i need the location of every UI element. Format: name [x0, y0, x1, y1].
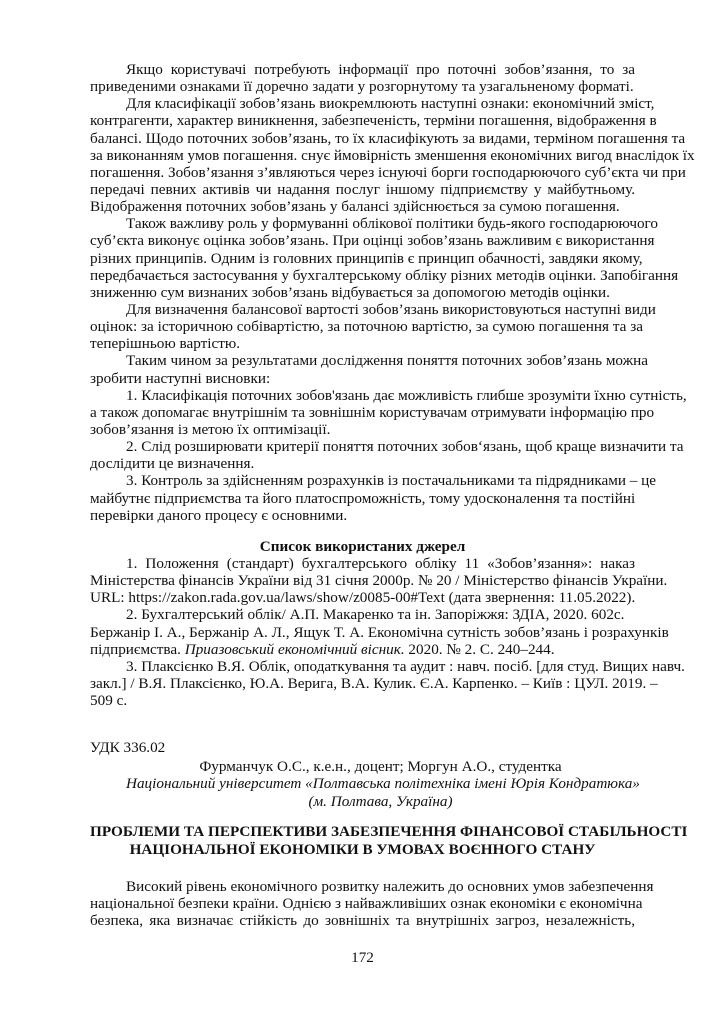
reference-text: 2020. № 2. С. 240–244. [404, 640, 555, 658]
paragraph-line: Для визначення балансової вартості зобов’язань використовуються наступні види [126, 300, 656, 318]
paragraph-line: Також важливу роль у формуванні облікової політики будь-якого господарюючого [126, 215, 659, 233]
paragraph [90, 438, 684, 473]
article-title-line: НАЦІОНАЛЬНОЇ ЕКОНОМІКИ В УМОВАХ ВОЄННОГО СТАНУ [129, 840, 596, 858]
paragraph-line: зниженню сум визнаних зобов’язань відбувається за допомогою методів оцінки. [90, 283, 610, 301]
references-list [90, 554, 685, 710]
paragraph-line: Для класифікації зобов’язань виокремлюють наступні ознаки: економічний зміст, [126, 95, 655, 113]
page-number: 172 [351, 949, 374, 967]
paragraph-line: а також допомагає внутрішнім та зовнішнім користувачам отримувати інформацію про [90, 403, 655, 421]
body-line: національної безпеки країни. Однією з найважливіших ознак економіки є економічна [90, 894, 643, 912]
paragraph-line: передачі певних активів чи надання послуг іншому підприємству у майбутньому. [90, 180, 635, 198]
paragraph-line: зробити наступні висновки: [90, 369, 271, 387]
paragraph-line: передбачається застосування у бухгалтерському обліку різних методів оцінки. Запобігання [90, 266, 679, 284]
reference-3-line: закл.] / В.Я. Плаксієнко, Ю.А. Верига, В.А. Кулик. Є.А. Карпенко. – Київ : ЦУЛ. 2019. – [90, 674, 658, 692]
paragraph-line: 3. Контроль за здійсненням розрахунків із постачальниками та підрядниками – це [126, 472, 657, 490]
page-content [90, 61, 695, 967]
paragraph-line: приведеними ознаками її доречно задати у розгорнутому та узагальненому форматі. [90, 78, 634, 96]
paragraph-line: 1. Класифікація поточних зобов'язань дає можливість глибше зрозуміти їхню сутність, [126, 386, 687, 404]
paragraph-line: погашення. Зобов’язання з’являються через існуючі борги господарюючого суб’єкта чи при [90, 163, 686, 181]
paragraph [90, 472, 657, 524]
paragraph-line: Таким чином за результатами дослідження поняття поточних зобов’язань можна [126, 352, 649, 370]
paragraph-line: майбутнє підприємства та його платоспроможність, тому удосконалення та постійні [90, 489, 636, 507]
udc-code: УДК 336.02 [90, 739, 166, 757]
paragraph-line: суб’єкта виконує оцінка зобов’язань. При оцінці зобов’язань важливим є використання [90, 232, 655, 250]
paragraph [90, 61, 635, 95]
body-line: Високий рівень економічного розвитку належить до основних умов забезпечення [126, 877, 654, 895]
article-title-line: ПРОБЛЕМИ ТА ПЕРСПЕКТИВИ ЗАБЕЗПЕЧЕННЯ ФІНАНСОВОЇ СТАБІЛЬНОСТІ [90, 822, 688, 840]
author-names: Фурманчук О.С., к.е.н., доцент; Моргун А.О., студентка [199, 758, 562, 776]
reference-2: 2. Бухгалтерський облік/ А.П. Макаренко та ін. Запоріжжя: ЗДІА, 2020. 602с. [126, 606, 625, 624]
journal-name: Приазовський економічний вісник. [184, 640, 405, 658]
body-line: безпека, яка визначає стійкість до зовнішніх та внутрішніх загроз, незалежність, [90, 912, 635, 930]
author-location: (м. Полтава, Україна) [308, 792, 453, 810]
paragraph-line: теперішньою вартістю. [90, 335, 241, 353]
author-institution: Національний університет «Полтавська політехніка імені Юрія Кондратюка» [126, 775, 640, 793]
paragraph-line: оцінок: за історичною собівартістю, за поточною вартістю, за сумою погашення та за [90, 318, 643, 336]
paragraph [90, 386, 687, 438]
paragraph-line: 2. Слід розширювати критерії поняття поточних зобов‘язань, щоб краще визначити та [126, 438, 684, 456]
paragraph-line: перевірки даного процесу є основними. [90, 506, 348, 524]
reference-2b-line [90, 641, 635, 658]
conclusions-text [90, 61, 695, 524]
reference-1-line: 1. Положення (стандарт) бухгалтерського обліку 11 «Зобов’язання»: наказ [126, 554, 635, 572]
references-heading: Список використаних джерел [259, 537, 466, 555]
paragraph-line: дослідити це визначення. [90, 455, 255, 473]
paragraph [90, 300, 656, 353]
reference-3-line: 3. Плаксієнко В.Я. Облік, оподаткування та аудит : навч. посіб. [для студ. Вищих навч. [126, 657, 685, 675]
authors-block [90, 758, 640, 810]
article-title [90, 822, 688, 859]
paragraph [90, 352, 649, 387]
paragraph-line: контрагенти, характер виникнення, забезпеченість, терміни погашення, відображення в [90, 112, 657, 130]
paragraph [90, 215, 679, 301]
paragraph-line: за виконанням умов погашення. снує ймовірність зменшення економічних вигод внаслідок їх [90, 146, 695, 164]
reference-1-line: Міністерства фінансів України від 31 січня 2000р. № 20 / Міністерство фінансів України. [90, 572, 668, 590]
paragraph-line: Якщо користувачі потребують інформації про поточні зобов’язання, то за [126, 61, 635, 78]
article-body [90, 877, 654, 930]
paragraph-line: зобов’язання із метою їх оптимізації. [90, 420, 331, 438]
paragraph-line: різних принципів. Одним із головних принципів є принцип обачності, завдяки якому, [90, 249, 643, 267]
paragraph [90, 95, 695, 216]
reference-3-line: 509 с. [90, 692, 128, 710]
reference-text: підприємства. [90, 640, 185, 658]
paragraph-line: Відображення поточних зобов’язань у балансі здійснюється за сумою погашення. [90, 198, 620, 216]
paragraph-line: балансі. Щодо поточних зобов’язань, то їх класифікують за видами, терміном погашення та [90, 129, 686, 147]
reference-1-line: URL: https://zakon.rada.gov.ua/laws/show/z0085-00#Text (дата звернення: 11.05.2022). [90, 589, 636, 607]
reference-2b-line: Бержанір І. А., Бержанір А. Л., Ящук Т. А. Економічна сутність зобов’язань і розрахунків [90, 623, 669, 641]
